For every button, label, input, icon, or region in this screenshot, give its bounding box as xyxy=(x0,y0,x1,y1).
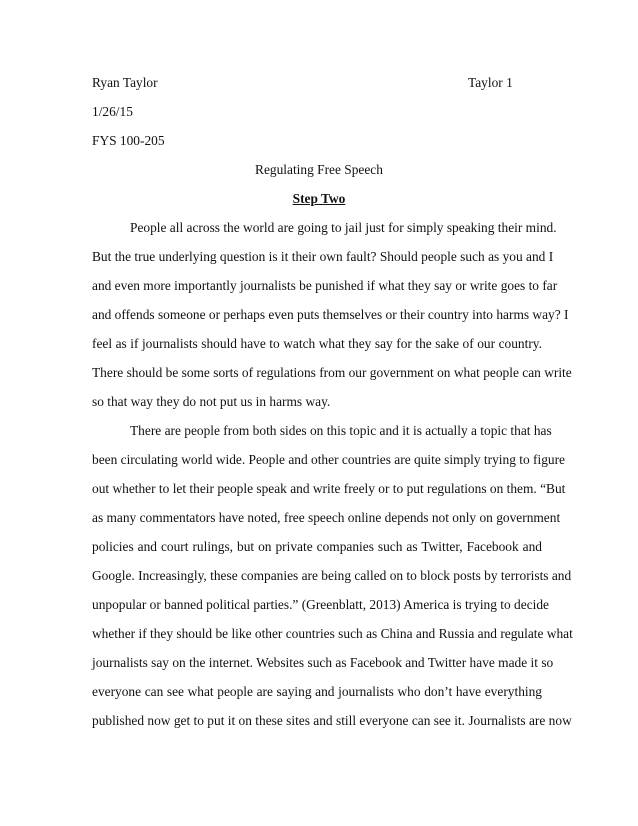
paragraph-line: People all across the world are going to jail just for simply speaking their mind. xyxy=(130,220,557,235)
paragraph-line: been circulating world wide. People and other countries are quite simply trying to figure xyxy=(92,452,566,467)
paragraph-line: There are people from both sides on this topic and it is actually a topic that has xyxy=(130,423,552,438)
paragraph-line: Google. Increasingly, these companies are being called on to block posts by terrorists and xyxy=(92,568,572,583)
paragraph-line: out whether to let their people speak and write freely or to put regulations on them. “But xyxy=(92,481,566,496)
document-title: Regulating Free Speech xyxy=(255,162,383,177)
paragraph-line: But the true underlying question is it their own fault? Should people such as you and I xyxy=(92,249,554,264)
paragraph-line: and even more importantly journalists be punished if what they say or write goes to far xyxy=(92,278,558,293)
page-header-label: Taylor 1 xyxy=(468,75,513,90)
paragraph-line: whether if they should be like other countries such as China and Russia and regulate what xyxy=(92,626,573,641)
paragraph-line: policies and court rulings, but on private companies such as Twitter, Facebook and xyxy=(92,539,542,554)
paragraph-line: and offends someone or perhaps even puts themselves or their country into harms way? I xyxy=(92,307,569,322)
paragraph-line: unpopular or banned political parties.” (Greenblatt, 2013) America is trying to decide xyxy=(92,597,549,612)
paragraph-line: everyone can see what people are saying and journalists who don’t have everything xyxy=(92,684,542,699)
paragraph-line: feel as if journalists should have to watch what they say for the sake of our country. xyxy=(92,336,542,351)
paragraph-line: journalists say on the internet. Websites such as Facebook and Twitter have made it so xyxy=(92,655,554,670)
paragraph-line: There should be some sorts of regulations from our government on what people can write xyxy=(92,365,572,380)
paragraph-line: so that way they do not put us in harms way. xyxy=(92,394,331,409)
subtitle-text: Step Two xyxy=(292,191,346,206)
author-name: Ryan Taylor xyxy=(92,75,158,90)
date-line: 1/26/15 xyxy=(92,104,133,119)
paragraph-line: published now get to put it on these sites and still everyone can see it. Journalists are now xyxy=(92,713,572,728)
document-subtitle xyxy=(0,191,638,207)
course-line: FYS 100-205 xyxy=(92,133,165,148)
paragraph-line: as many commentators have noted, free speech online depends not only on government xyxy=(92,510,561,525)
